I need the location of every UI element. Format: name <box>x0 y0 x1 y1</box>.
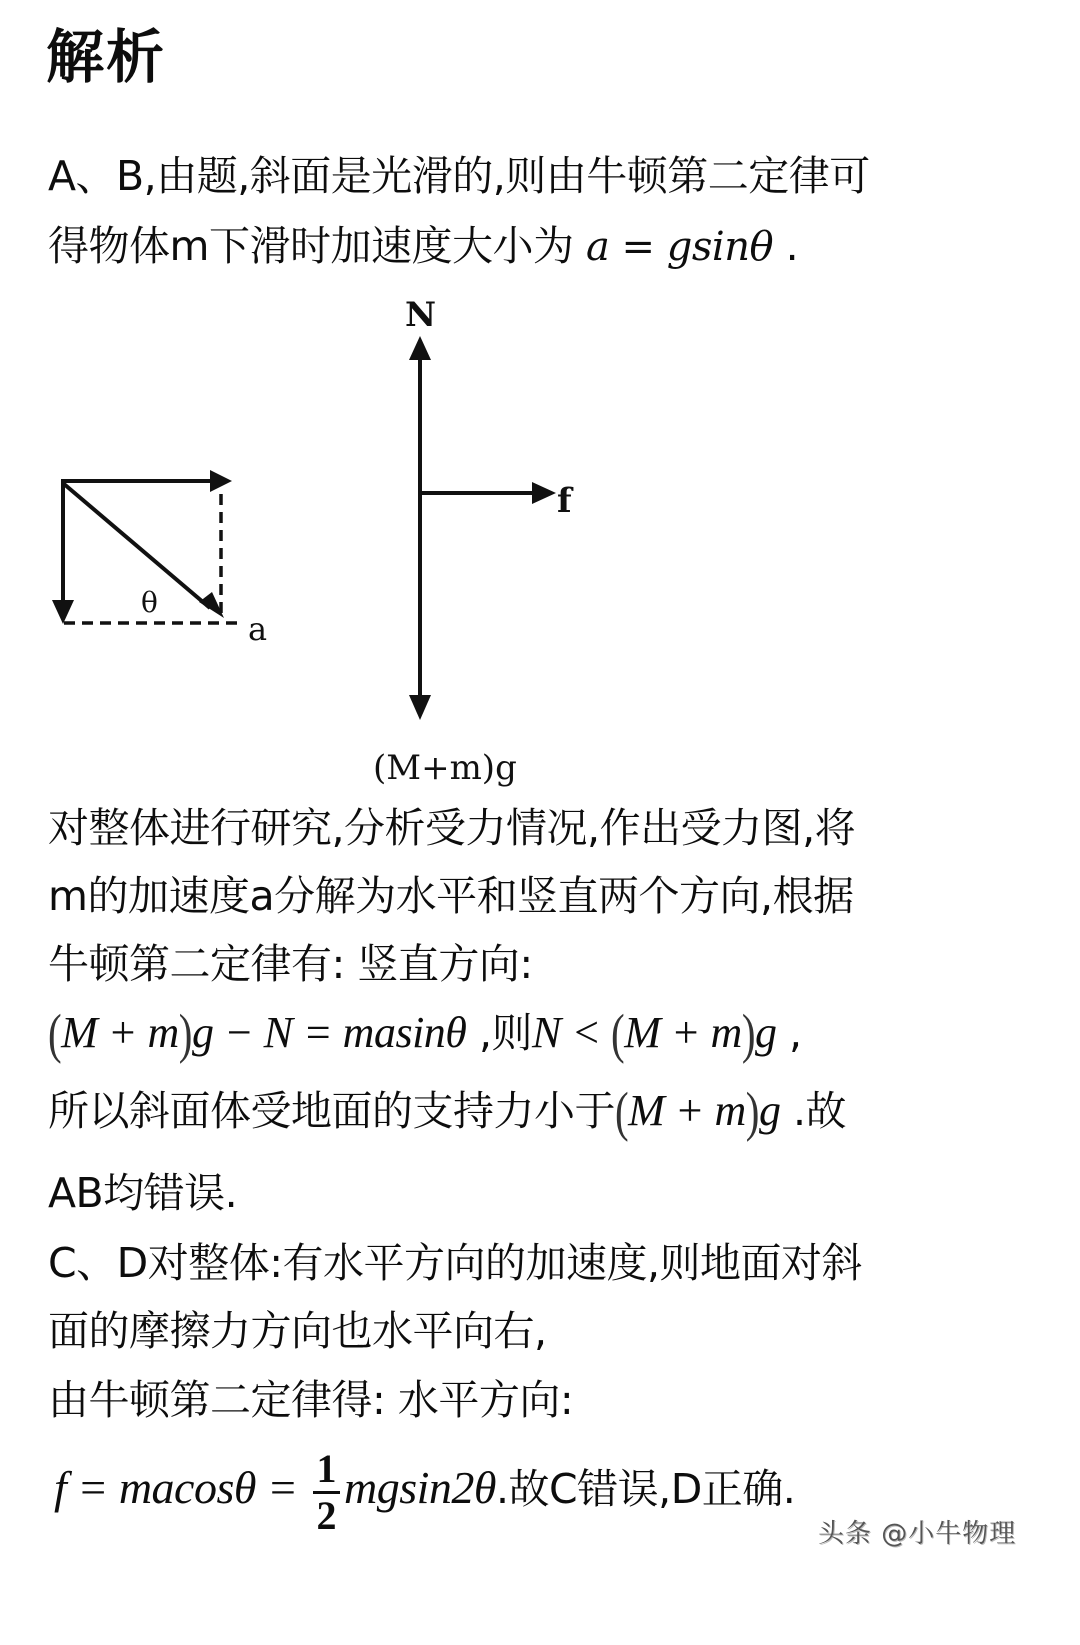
equation-vertical-end: , <box>776 1009 802 1057</box>
whole-body-force-diagram <box>373 295 574 788</box>
paragraph-cd-line-1: C、D对整体:有水平方向的加速度,则地面对斜 <box>48 1239 863 1287</box>
paragraph-cd-line-2: 面的摩擦力方向也水平向右, <box>48 1307 547 1355</box>
gravity-force-label: (M+m)g <box>373 748 517 788</box>
vertical-arrowhead-icon <box>52 600 74 624</box>
conclusion-ab-line-1 <box>48 1079 847 1143</box>
acceleration-vector-line <box>64 484 210 608</box>
force-diagram-figure <box>0 280 640 800</box>
equation-vertical-lhs-rest: g − N = masinθ <box>191 1008 467 1057</box>
equation-horizontal-lhs: f = macosθ = <box>54 1462 309 1513</box>
equation-vertical-rhs-g: g <box>754 1008 777 1057</box>
equation-horizontal <box>48 1438 795 1539</box>
conclusion-ab-inner: M + m <box>628 1086 746 1135</box>
fraction-numerator: 1 <box>313 1447 341 1494</box>
paragraph-cd-line-3: 由牛顿第二定律得: 水平方向: <box>48 1376 574 1424</box>
paragraph-ab-line-2 <box>48 218 798 275</box>
friction-arrowhead-icon <box>532 482 556 504</box>
equation-horizontal-conclusion: .故C错误,D正确. <box>496 1465 796 1513</box>
gravity-arrowhead-icon <box>409 695 431 720</box>
conclusion-ab-end: .故 <box>780 1087 847 1135</box>
paragraph-ab-line-1: A、B,由题,斜面是光滑的,则由牛顿第二定律可 <box>48 152 870 200</box>
paren-open: ( <box>611 1001 625 1065</box>
paragraph-ab-line-2-end: . <box>773 222 799 270</box>
conclusion-ab-line-2: AB均错误. <box>48 1169 238 1217</box>
normal-force-arrowhead-icon <box>409 336 431 360</box>
formula-acceleration: a = gsinθ <box>585 224 774 270</box>
equation-vertical-rhs-n: N < <box>531 1008 612 1057</box>
analysis-line-1: 对整体进行研究,分析受力情况,作出受力图,将 <box>48 804 856 852</box>
watermark: 头条 @小牛物理 <box>818 1519 1017 1549</box>
fraction-one-half <box>313 1447 341 1538</box>
conclusion-ab-g: g <box>758 1086 781 1135</box>
paren-open: ( <box>48 1001 62 1065</box>
equation-vertical-rhs-inner: M + m <box>624 1008 742 1057</box>
acceleration-decomposition-diagram <box>52 470 267 648</box>
paren-close: ) <box>745 1079 759 1143</box>
page-title: 解析 <box>46 23 167 91</box>
fraction-denominator: 2 <box>316 1492 336 1538</box>
paren-close: ) <box>178 1001 192 1065</box>
friction-force-label: f <box>557 481 572 521</box>
acceleration-a-label: a <box>248 610 268 648</box>
equation-vertical-lhs-inner: M + m <box>61 1008 179 1057</box>
equation-vertical-connector: ,则 <box>466 1009 532 1057</box>
paren-close: ) <box>741 1001 755 1065</box>
horizontal-arrowhead-icon <box>210 470 232 492</box>
normal-force-label: N <box>405 295 437 335</box>
conclusion-ab-text: 所以斜面体受地面的支持力小于 <box>48 1087 615 1135</box>
analysis-line-2: m的加速度a分解为水平和竖直两个方向,根据 <box>48 872 854 920</box>
equation-horizontal-rhs: mgsin2θ <box>344 1462 496 1513</box>
analysis-line-3: 牛顿第二定律有: 竖直方向: <box>48 940 533 988</box>
paragraph-ab-line-2-text: 得物体m下滑时加速度大小为 <box>48 222 586 270</box>
paren-open: ( <box>615 1079 629 1143</box>
equation-vertical <box>48 1001 802 1065</box>
angle-theta-label: θ <box>141 586 158 619</box>
